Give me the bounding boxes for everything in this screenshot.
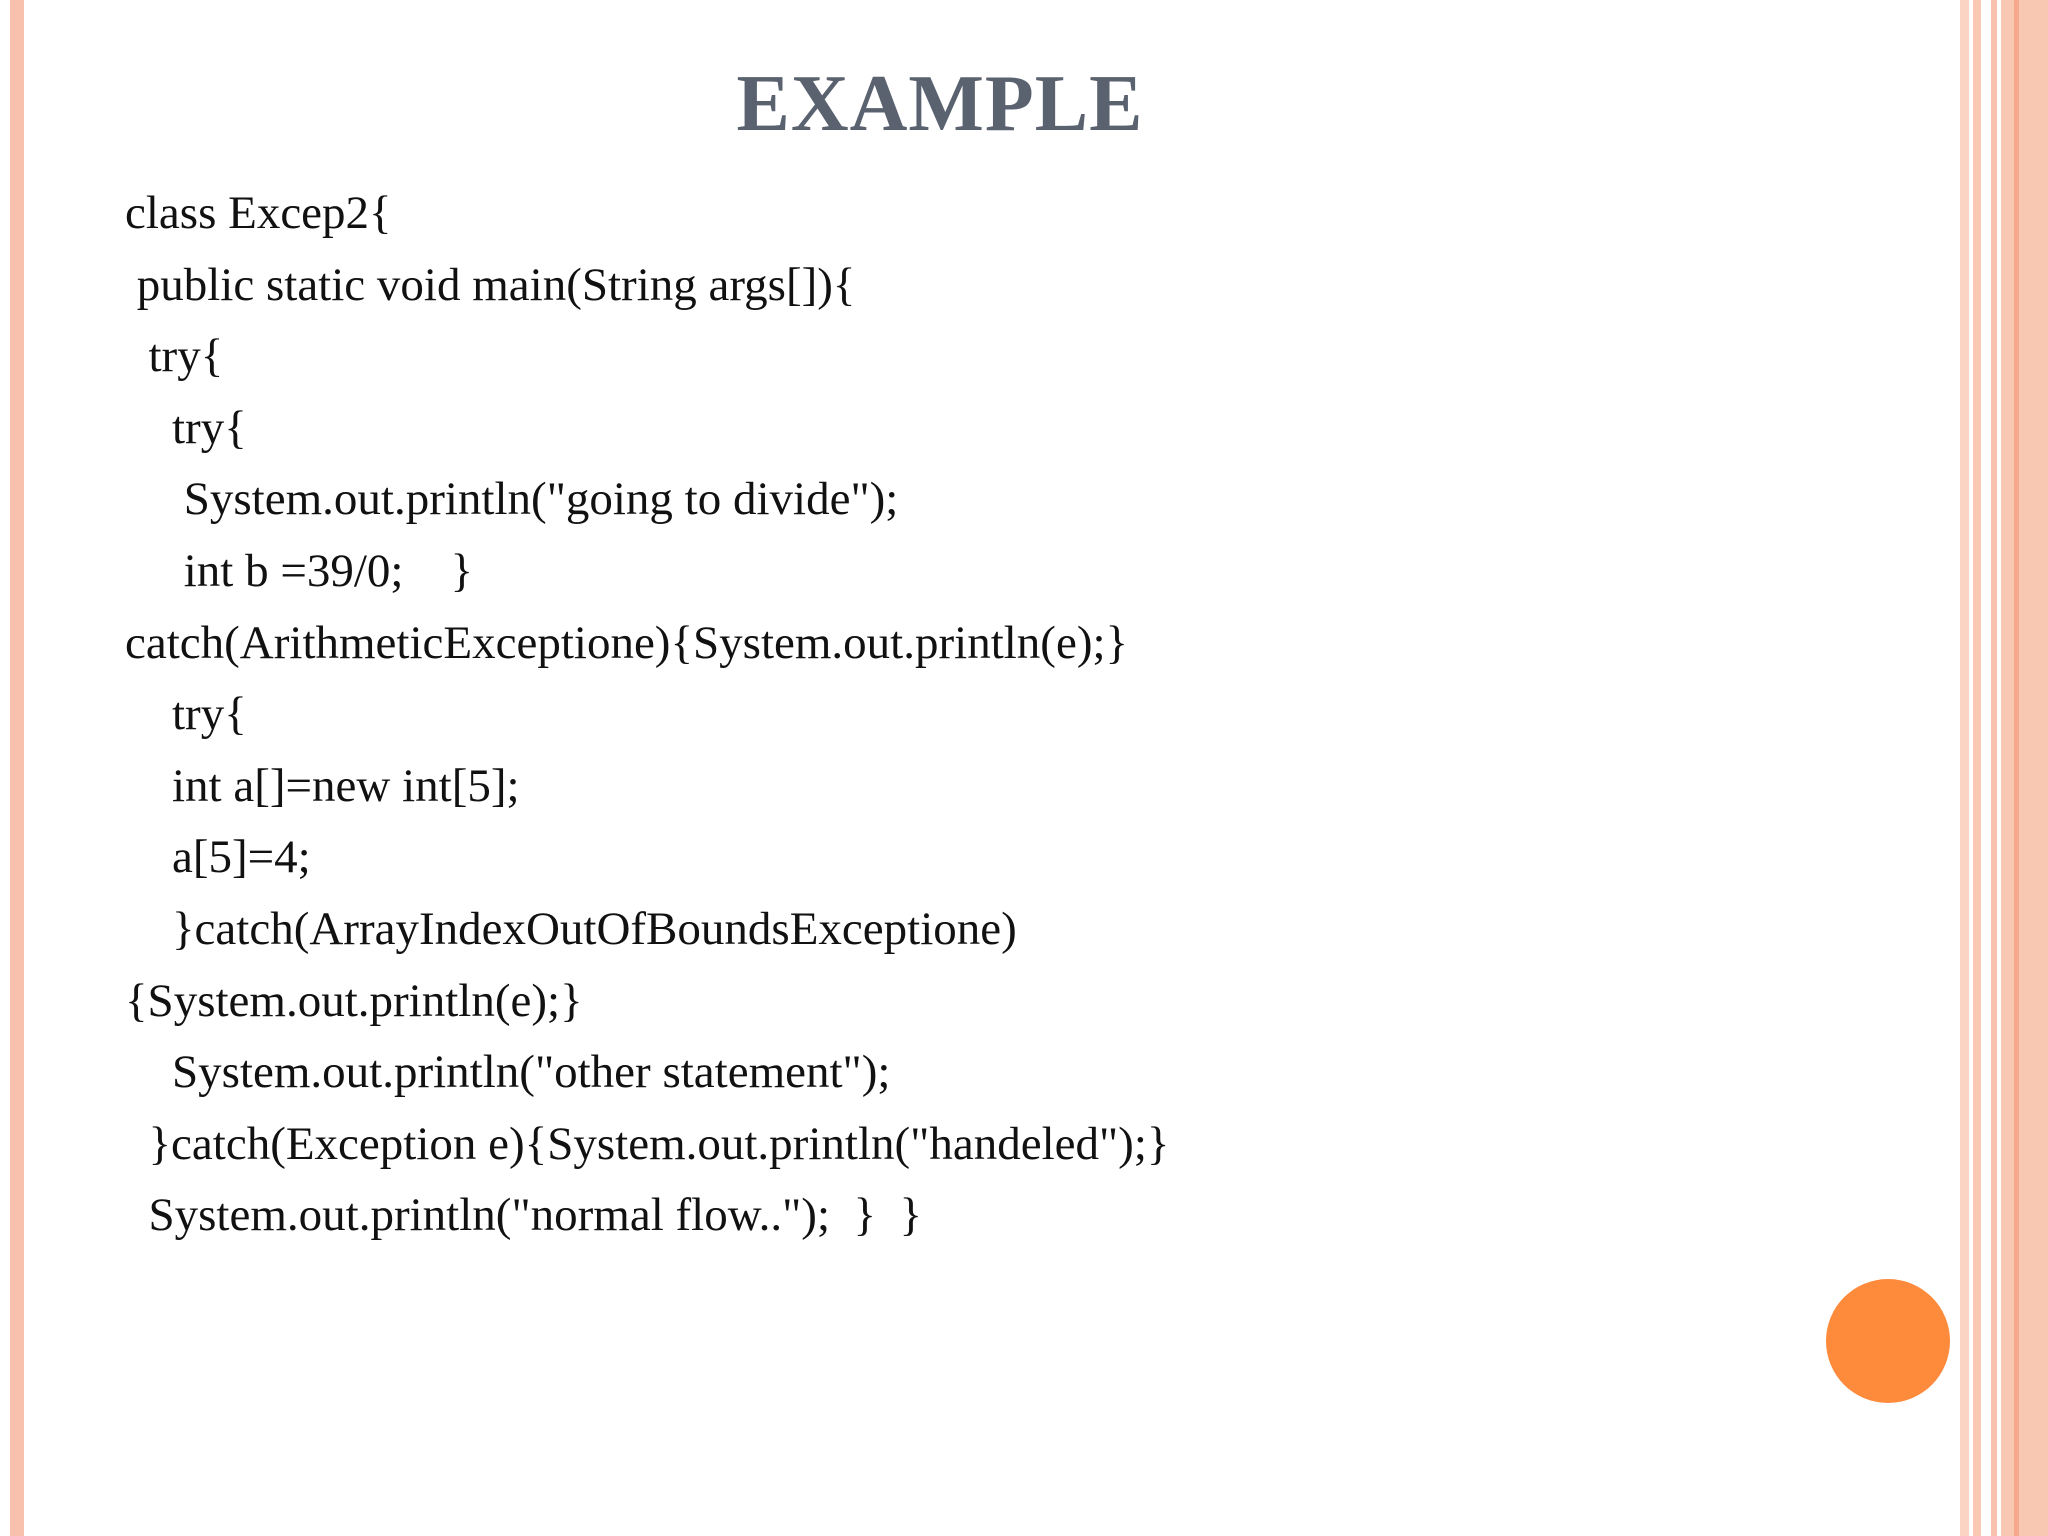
code-line: int a[]=new int[5]; bbox=[125, 759, 520, 812]
code-line: System.out.println("going to divide"); bbox=[125, 473, 899, 526]
code-line: try{ bbox=[125, 330, 224, 383]
right-border-stripe bbox=[1973, 0, 1981, 1536]
right-border-band bbox=[2001, 0, 2048, 1536]
slide-title: EXAMPLE bbox=[736, 60, 1144, 148]
code-line: public static void main(String args[]){ bbox=[125, 258, 856, 311]
code-line: catch(ArithmeticExceptione){System.out.println(e);} bbox=[125, 616, 1129, 669]
code-line: System.out.println("other statement"); bbox=[125, 1046, 891, 1099]
accent-circle bbox=[1826, 1279, 1950, 1403]
code-line: try{ bbox=[125, 688, 247, 741]
code-line: }catch(ArrayIndexOutOfBoundsExceptione) bbox=[125, 902, 1017, 955]
code-line: {System.out.println(e);} bbox=[125, 974, 583, 1027]
code-line: a[5]=4; bbox=[125, 831, 311, 884]
code-block bbox=[125, 178, 1885, 1252]
code-line: }catch(Exception e){System.out.println("handeled");} bbox=[125, 1117, 1170, 1170]
right-border-stripe bbox=[1960, 0, 1969, 1536]
right-border-gap bbox=[1981, 0, 1991, 1536]
left-border-stripe bbox=[10, 0, 24, 1536]
code-line: try{ bbox=[125, 401, 247, 454]
code-line: System.out.println("normal flow.."); } } bbox=[125, 1189, 923, 1242]
right-border-line bbox=[2014, 0, 2019, 1536]
code-line: int b =39/0; } bbox=[125, 544, 474, 597]
code-line: class Excep2{ bbox=[125, 187, 392, 239]
